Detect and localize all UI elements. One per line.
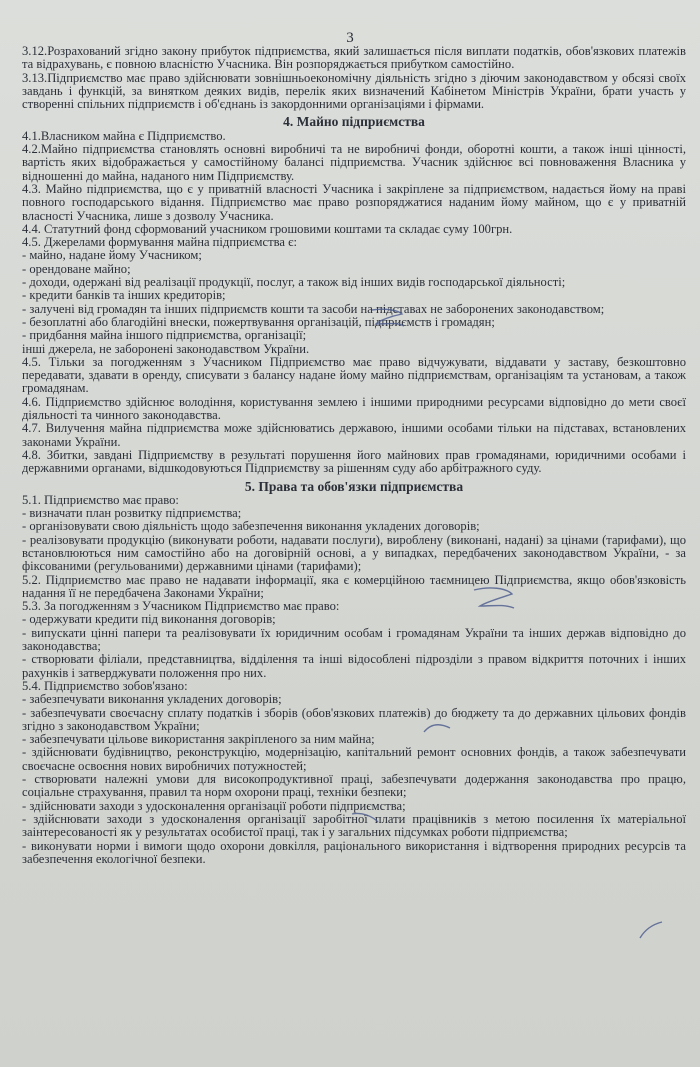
list-item: - здійснювати заходи з удосконалення організації заробітної плати працівників з метою посилення їх матеріальної заінтересованості як у результатах особистої праці, так і у загальних підсумках роботи підприємства;: [22, 811, 686, 840]
clause-4-6: 4.6. Підприємство здійснює володіння, користування землею і іншими природними ресурсами відповідно до мети своєї діяльності та чинного законодавства.: [22, 394, 686, 423]
list-item: - здійснювати будівництво, реконструкцію, модернізацію, капітальний ремонт основних фондів, а також забезпечувати своєчасне освоєння нових виробничих потужностей;: [22, 745, 686, 773]
pen-mark-4: [348, 808, 382, 828]
list-item: - створювати філіали, представництва, відділення та інші відособлені підрозділи з правом відкриття поточних і інших рахунків і затверджувати положення про них.: [22, 652, 686, 680]
list-item: - залучені від громадян та інших підприємств кошти та засоби на підставах не заборонених законодавством;: [22, 301, 605, 316]
document-body: [22, 45, 686, 866]
list-item: - організовувати свою діяльність щодо забезпечення виконання укладених договорів;: [22, 519, 480, 534]
list-item: - створювати належні умови для високопродуктивної праці, забезпечувати додержання законодавства про працю, соціальне страхування, правил та норм охорони праці, техніки безпеки;: [22, 772, 686, 800]
pen-mark-2: [470, 584, 518, 612]
clause-4-5: 4.5. Тільки за погодженням з Учасником Підприємство має право відчужувати, віддавати у заставу, безкоштовно передавати, здавати в оренду, списувати з балансу надане йому майно підприємствам, організаціям та установам, а також громадянам.: [22, 354, 686, 396]
clause-4-5-intro: 4.5. Джерелами формування майна підприємства є:: [22, 235, 297, 250]
list-item: - одержувати кредити під виконання договорів;: [22, 612, 276, 627]
clause-3-12: 3.12.Розрахований згідно закону прибуток підприємства, який залишається після виплати податків, обов'язкових платежів та відрахувань, є повною власністю Учасника. Він розпоряджається прибутком самостійно.: [22, 44, 686, 72]
list-item: інші джерела, не заборонені законодавством України.: [22, 341, 310, 356]
clause-3-13: 3.13.Підприємство має право здійснювати зовнішньоекономічну діяльність згідно з діючим законодавством у обсязі своїх завдань і функцій, за винятком деяких видів, перелік яких визначений Кабінетом Міністрів України, брати участь у створенні спільних підприємств і об'єднань із закордонними організаціями і фірмами.: [22, 70, 686, 112]
clause-5-1: 5.1. Підприємство має право:: [22, 492, 179, 507]
clause-5-3: 5.3. За погодженням з Учасником Підприємство має право:: [22, 599, 340, 614]
clause-4-2: 4.2.Майно підприємства становлять основні виробничі та не виробничі фонди, оборотні кошти, а також інші цінності, вартість яких відображається у самостійному балансі підприємства. Учасник здійснює всі повноваження Власника у відношенні до майна, наданого ним Підприємству.: [22, 142, 686, 183]
list-item: - орендоване майно;: [22, 261, 131, 276]
list-item: - забезпечувати своєчасну сплату податків і зборів (обов'язкових платежів) до бюджету та до державних цільових фондів згідно з законодавством України;: [22, 705, 686, 733]
pen-mark-5: [636, 918, 666, 944]
list-item: - кредити банків та інших кредиторів;: [22, 288, 226, 303]
pen-mark-1: [368, 306, 408, 330]
section-4-body: [22, 130, 686, 476]
clause-5-2: 5.2. Підприємство має право не надавати інформації, яка є комерційною таємницею Підприємства, якщо обов'язковість надання її не передбачена Законами України;: [22, 572, 686, 600]
list-item: - майно, надане йому Учасником;: [22, 248, 202, 263]
page-number: 3: [346, 30, 354, 46]
list-item: - випускати цінні папери та реалізовувати їх юридичним особам і громадянам України та інших держав відповідно до законодавства;: [22, 625, 686, 654]
list-item: - забезпечувати виконання укладених договорів;: [22, 692, 282, 707]
list-item: - здійснювати заходи з удосконалення організації роботи підприємства;: [22, 798, 406, 813]
list-item: - виконувати норми і вимоги щодо охорони довкілля, раціонального використання і відтворення природних ресурсів та забезпечення екологічної безпеки.: [22, 838, 686, 866]
clause-5-4: 5.4. Підприємство зобов'язано:: [22, 678, 188, 693]
list-item: - придбання майна іншого підприємства, організації;: [22, 328, 307, 343]
pen-mark-3: [420, 718, 454, 738]
section-5-title: 5. Права та обов'язки підприємства: [244, 478, 464, 494]
list-item: - доходи, одержані від реалізації продукції, послуг, а також від інших видів господарської діяльності;: [22, 275, 566, 290]
clause-4-7: 4.7. Вилучення майна підприємства може здійснюватись державою, іншими особами тільки на підставах, встановлених законами України.: [22, 421, 686, 449]
clause-4-4: 4.4. Статутний фонд сформований учасником грошовими коштами та складає суму 100грн.: [22, 221, 513, 236]
list-item: - забезпечувати цільове використання закріпленого за ним майна;: [22, 732, 375, 747]
clause-4-1: 4.1.Власником майна є Підприємство.: [22, 128, 226, 143]
list-item: - визначати план розвитку підприємства;: [22, 506, 242, 521]
list-item: - безоплатні або благодійні внески, пожертвування організацій, підприємств і громадян;: [22, 314, 495, 329]
clause-4-8: 4.8. Збитки, завдані Підприємству в результаті порушення його майнових прав громадянами, юридичними особами і державними органами, відшкодовуються Підприємству за рішенням суду або арбітражного суду.: [22, 447, 686, 476]
clause-4-3: 4.3. Майно підприємства, що є у приватній власності Учасника і закріплене за підприємством, надається йому на праві повного господарського відання. Підприємство має право розпоряджатися наданим йому майном, що є у приватній власності Учасника, лише з дозволу Учасника.: [22, 181, 686, 223]
list-item: - реалізовувати продукцію (виконувати роботи, надавати послуги), вироблену (виконані, надані) за цінами (тарифами), що встановлюються ним самостійно або на договірній основі, а у випадках, передбачених законодавством України, - за фіксованими (регульованими) державними цінами (тарифами);: [22, 532, 686, 574]
section-4-title: 4. Майно підприємства: [283, 114, 425, 130]
intro-clauses: [22, 45, 686, 111]
